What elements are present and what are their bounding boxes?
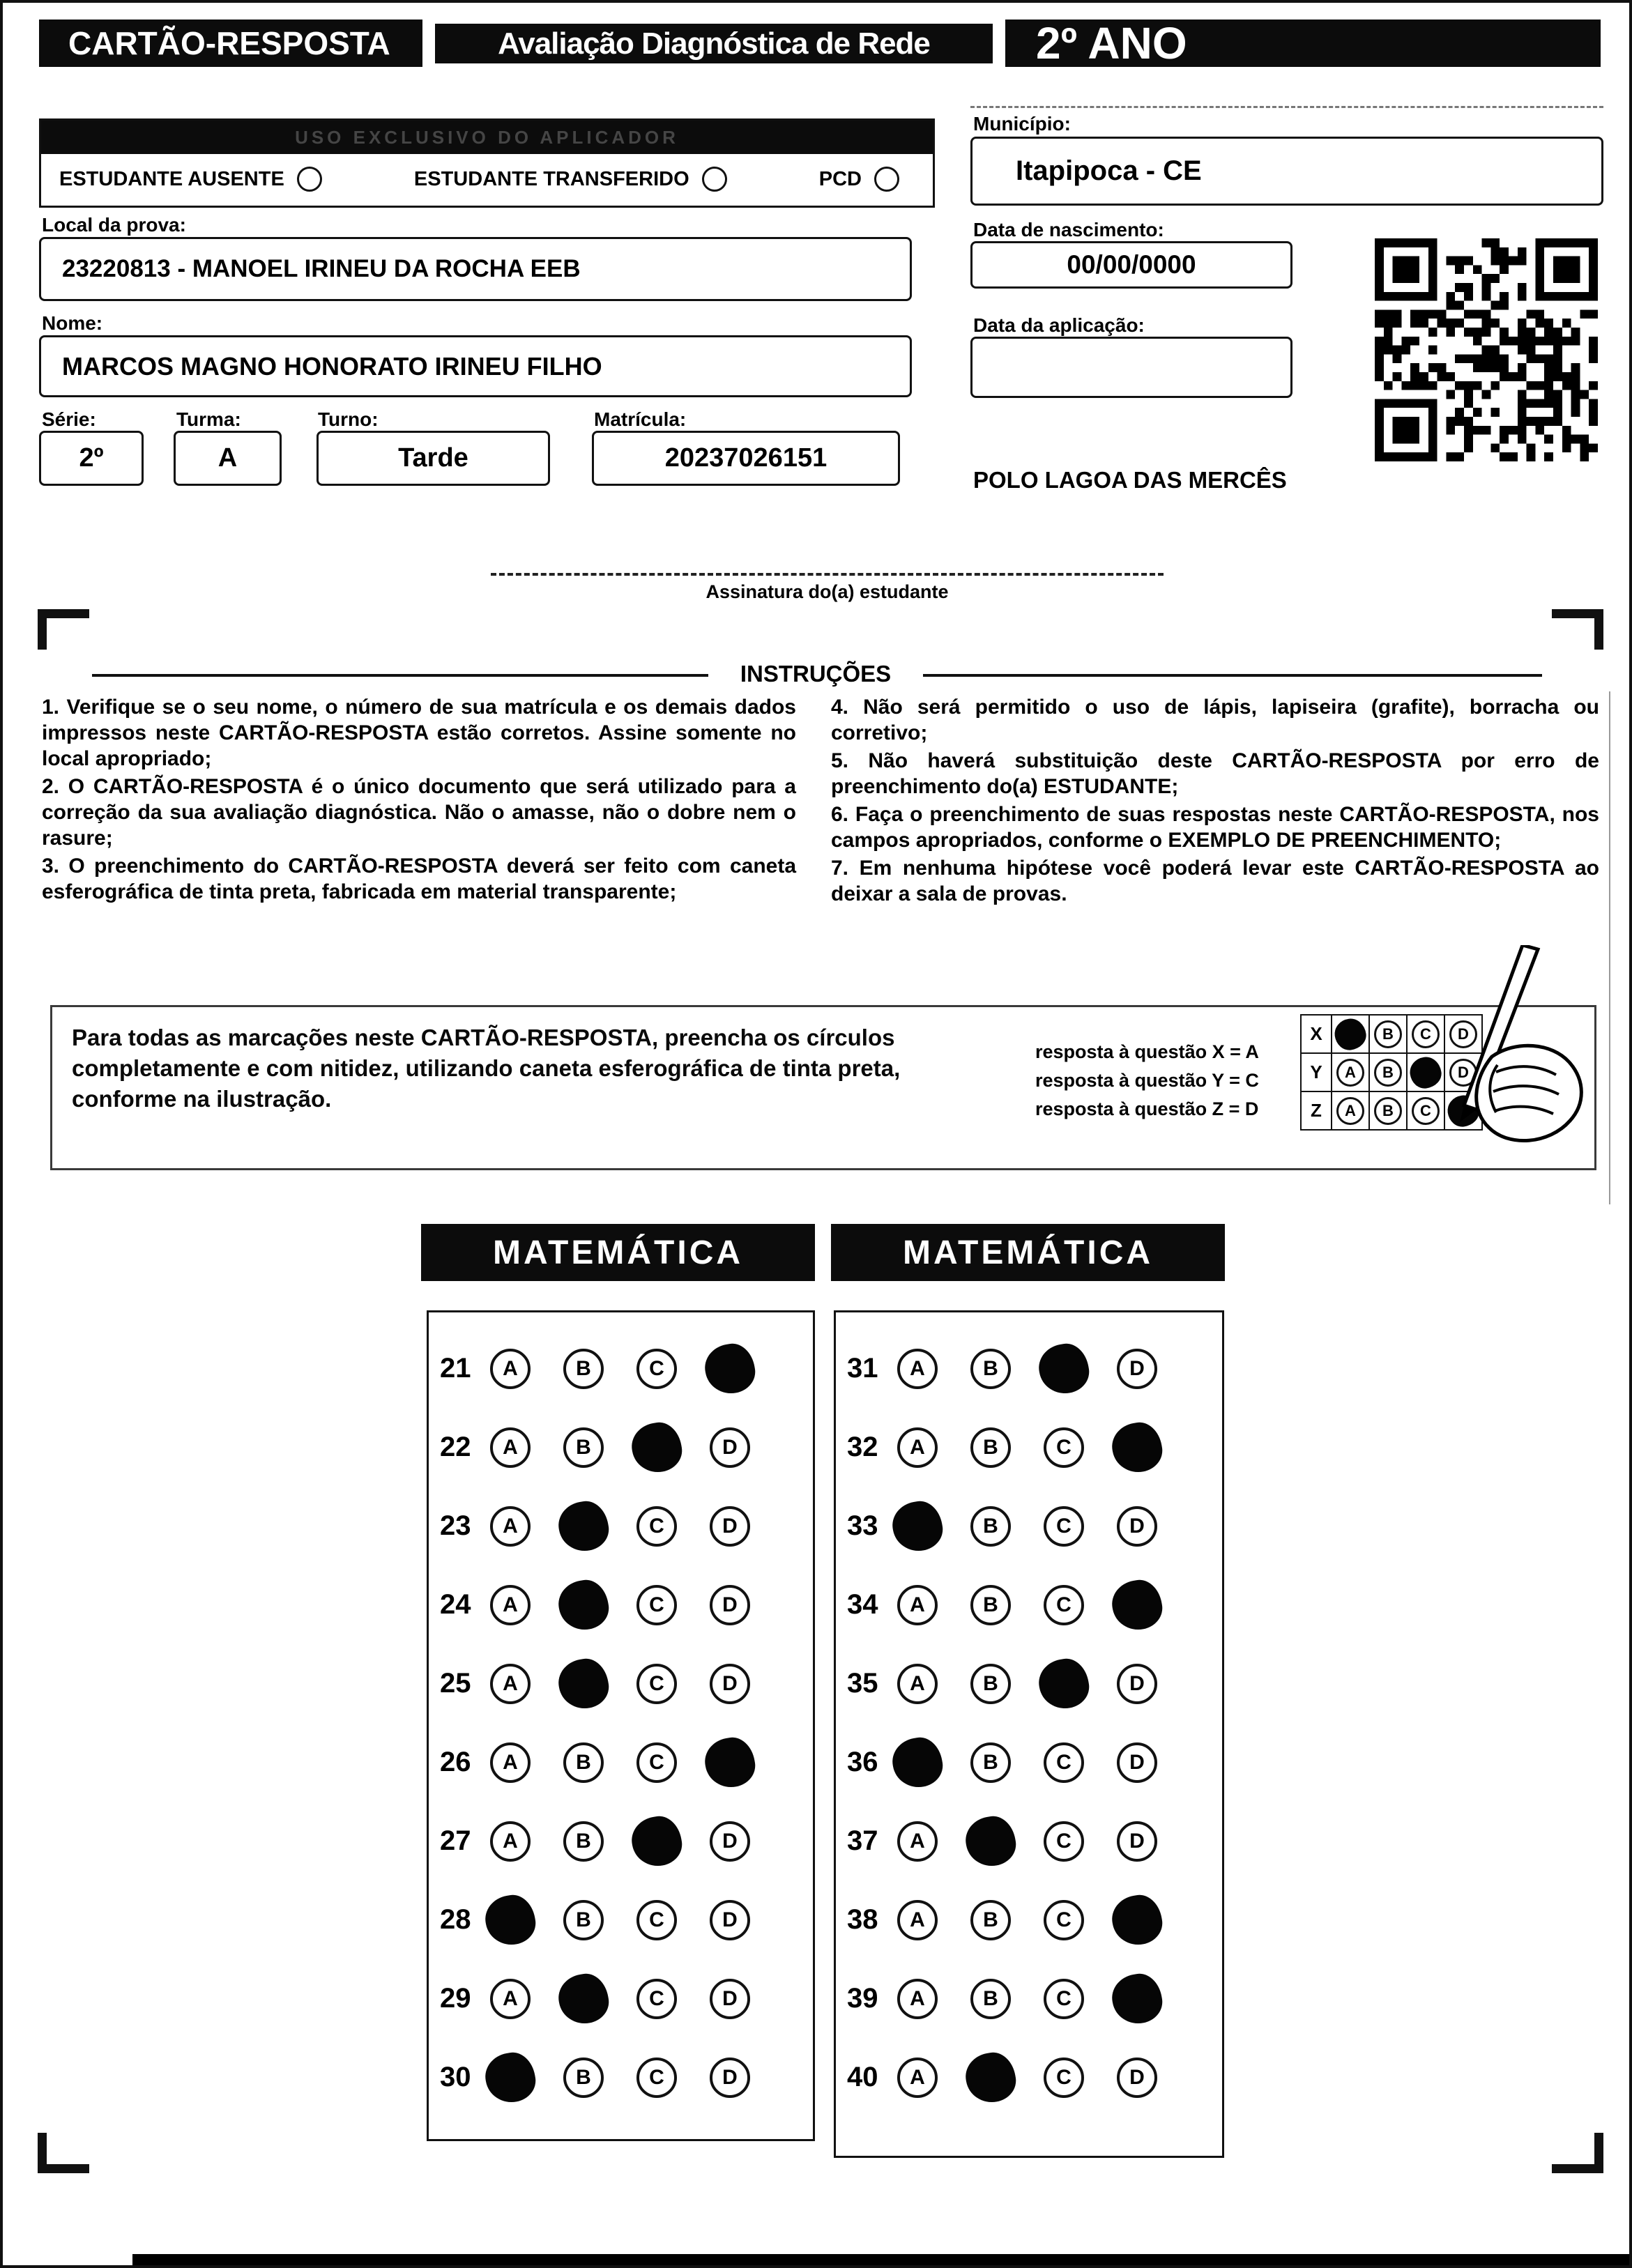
answer-bubble-a[interactable]: A [897,1979,938,2019]
answer-bubble-d[interactable]: D [710,1427,750,1468]
marking-example-text: Para todas as marcações neste CARTÃO-RESPOSTA, preencha os círculos completamente e com nitidez, utilizando caneta esferográfica de tinta preta, conforme na ilustração. [72,1025,901,1112]
perforation-dash-line [970,106,1603,108]
question-number: 36 [847,1747,878,1777]
question-row [836,1959,1222,2038]
example-cell [1331,1091,1370,1131]
corner-mark-top-left [38,609,89,650]
local-label: Local da prova: [42,214,186,236]
question-number: 30 [440,2062,471,2092]
question-number: 33 [847,1510,878,1541]
answer-bubble-b[interactable]: B [563,1742,604,1783]
answer-bubble-c[interactable]: C [636,1664,677,1704]
answer-bubble-c[interactable]: C [636,1979,677,2019]
checkbox-circle[interactable] [702,167,727,192]
answer-bubble-d[interactable]: D [710,2058,750,2098]
answer-bubble-b[interactable] [962,1813,1019,1870]
answer-bubble-b[interactable]: B [970,1900,1011,1940]
question-row [836,1723,1222,1802]
instruction-item: 3. O preenchimento do CARTÃO-RESPOSTA deverá ser feito com caneta esferográfica de tinta preta, fabricada em material transparente; [42,855,796,903]
aplicacao-label: Data da aplicação: [973,314,1145,336]
question-row [429,1959,813,2038]
serie-label: Série: [42,408,96,430]
example-cell [1368,1052,1408,1092]
legend-line: resposta à questão X = A [1035,1041,1259,1062]
answer-bubble-a[interactable]: A [490,1664,531,1704]
question-number: 21 [440,1353,471,1384]
checkbox-item [414,167,727,192]
example-row-label: Y [1300,1052,1332,1092]
question-row [836,1880,1222,1959]
answer-bubble-b[interactable]: B [970,1585,1011,1625]
example-bubble-d: D [1449,1059,1477,1087]
answer-bubble-a[interactable]: A [897,1585,938,1625]
admin-checkboxes [41,154,933,204]
answer-bubble-b[interactable]: B [970,1742,1011,1783]
matricula-value-box: 20237026151 [592,431,900,486]
answer-bubble-c[interactable] [1035,1655,1092,1713]
answer-bubble-a[interactable]: A [490,1742,531,1783]
answer-bubble-b[interactable]: B [970,1664,1011,1704]
example-bubble-b: B [1374,1020,1402,1048]
answer-bubble-c[interactable]: C [1044,1585,1084,1625]
instruction-item: 1. Verifique se o seu nome, o número de sua matrícula e os demais dados impressos neste CARTÃO-RESPOSTA estão corretos. Assine somente no local apropriado; [42,696,796,770]
example-cell [1331,1052,1370,1092]
answer-bubble-c[interactable]: C [636,2058,677,2098]
answer-bubble-d[interactable]: D [1117,1742,1157,1783]
answer-bubble-d[interactable]: D [1117,1349,1157,1389]
checkbox-label: PCD [818,167,862,190]
checkbox-item [819,167,899,192]
question-row [836,2038,1222,2117]
question-number: 27 [440,1825,471,1856]
example-cell [1368,1014,1408,1054]
nascimento-label: Data de nascimento: [973,219,1164,240]
answer-bubble-d[interactable]: D [710,1821,750,1862]
nome-label: Nome: [42,312,103,334]
fold-mark [1609,691,1610,1204]
marking-example-box [50,1005,1596,1170]
answer-bubble-a[interactable]: A [490,1821,531,1862]
answer-bubble-d[interactable]: D [1117,1664,1157,1704]
instructions-column-left [42,694,796,907]
serie-value-box: 2º [39,431,144,486]
question-row [836,1644,1222,1723]
answer-bubble-b[interactable]: B [563,1821,604,1862]
answer-bubble-b[interactable]: B [970,1506,1011,1547]
answer-bubble-c[interactable]: C [636,1742,677,1783]
question-row [429,1644,813,1723]
question-number: 31 [847,1353,878,1384]
answer-bubble-b[interactable] [555,1498,612,1555]
answer-bubble-d[interactable] [701,1340,758,1397]
question-row [429,1329,813,1408]
answer-bubble-b[interactable]: B [563,1900,604,1940]
answer-bubble-c[interactable]: C [636,1900,677,1940]
question-number: 34 [847,1589,878,1620]
legend-line: resposta à questão Z = D [1035,1098,1259,1119]
question-number: 40 [847,2062,878,2092]
answer-block-1 [427,1310,815,2141]
answer-bubble-c[interactable] [628,1419,685,1476]
example-bubble-c: C [1412,1097,1440,1125]
answer-bubble-a[interactable]: A [490,1427,531,1468]
answer-bubble-d[interactable]: D [710,1585,750,1625]
question-row [836,1329,1222,1408]
matricula-label: Matrícula: [594,408,687,430]
corner-mark-bottom-right [1552,2133,1603,2173]
answer-bubble-b[interactable]: B [970,1427,1011,1468]
question-row [429,1880,813,1959]
answer-bubble-a[interactable]: A [490,1506,531,1547]
corner-mark-bottom-left [38,2133,89,2173]
example-bubble-a: A [1336,1097,1364,1125]
applicator-bar-label: USO EXCLUSIVO DO APLICADOR [41,121,933,154]
aplicacao-value-box [970,337,1292,398]
answer-bubble-a[interactable]: A [897,2058,938,2098]
answer-bubble-d[interactable] [701,1734,758,1791]
answer-bubble-a[interactable]: A [897,1664,938,1704]
example-cell [1368,1091,1408,1131]
instructions-title: INSTRUÇÕES [740,661,892,687]
form-title: CARTÃO-RESPOSTA [39,20,422,67]
answer-bubble-a[interactable]: A [897,1427,938,1468]
qr-code [1375,238,1598,461]
answer-bubble-b[interactable]: B [970,1349,1011,1389]
instructions-rule-right [923,674,1542,677]
answer-bubble-b[interactable] [962,2049,1019,2106]
corner-mark-top-right [1552,609,1603,650]
local-value-box: 23220813 - MANOEL IRINEU DA ROCHA EEB [39,237,912,301]
answer-bubble-c[interactable]: C [636,1506,677,1547]
instruction-item: 5. Não haverá substituição deste CARTÃO-RESPOSTA por erro de preenchimento do(a) ESTUDANTE; [831,749,1599,798]
question-row [836,1802,1222,1880]
question-number: 23 [440,1510,471,1541]
answer-bubble-c[interactable]: C [1044,1900,1084,1940]
answer-bubble-c[interactable]: C [1044,1742,1084,1783]
turma-value-box: A [174,431,282,486]
question-row [429,1408,813,1487]
instructions-rule-left [92,674,708,677]
answer-bubble-b[interactable] [555,1970,612,2028]
answer-bubble-b[interactable] [555,1655,612,1713]
answer-bubble-c[interactable]: C [636,1349,677,1389]
question-number: 37 [847,1825,878,1856]
answer-bubble-d[interactable]: D [710,1979,750,2019]
instruction-item: 6. Faça o preenchimento de suas respostas neste CARTÃO-RESPOSTA, nos campos apropriados, conforme o EXEMPLO DE PREENCHIMENTO; [831,803,1599,852]
instruction-item: 4. Não será permitido o uso de lápis, lapiseira (grafite), borracha ou corretivo; [831,696,1599,744]
question-row [429,1802,813,1880]
checkbox-item [59,167,322,192]
example-bubble-c: C [1412,1020,1440,1048]
signature-label: Assinatura do(a) estudante [706,581,949,602]
applicator-box [39,118,935,208]
example-bubble-b: B [1374,1059,1402,1087]
answer-bubble-a[interactable]: A [490,1979,531,2019]
checkbox-label: ESTUDANTE TRANSFERIDO [413,167,689,190]
answer-bubble-a[interactable]: A [897,1349,938,1389]
answer-bubble-d[interactable]: D [710,1664,750,1704]
example-bubble-a: A [1336,1059,1364,1087]
answer-bubble-c[interactable]: C [1044,1979,1084,2019]
question-number: 38 [847,1904,878,1935]
example-cell [1331,1014,1370,1054]
answer-bubble-c[interactable] [1035,1340,1092,1397]
question-number: 25 [440,1668,471,1699]
nascimento-value-box: 00/00/0000 [970,241,1292,289]
question-row [836,1565,1222,1644]
example-row-label: Z [1300,1091,1332,1131]
instruction-item: 2. O CARTÃO-RESPOSTA é o único documento que será utilizado para a correção da sua avaliação diagnóstica. Não o amasse, não o dobre nem o rasure; [42,775,796,850]
checkbox-circle[interactable] [874,167,899,192]
question-number: 39 [847,1983,878,2014]
answer-bubble-b[interactable]: B [563,2058,604,2098]
answer-bubble-a[interactable]: A [490,1349,531,1389]
turno-label: Turno: [318,408,379,430]
nome-value-box: MARCOS MAGNO HONORATO IRINEU FILHO [39,335,912,397]
answer-bubble-b[interactable]: B [563,1349,604,1389]
answer-bubble-d[interactable]: D [1117,1506,1157,1547]
form-subtitle: Avaliação Diagnóstica de Rede [435,24,993,63]
municipio-value-box: Itapipoca - CE [970,137,1603,206]
question-number: 22 [440,1432,471,1462]
polo-text: POLO LAGOA DAS MERCÊS [973,467,1287,493]
subject-header-2: MATEMÁTICA [831,1224,1225,1281]
grade-badge: 2º ANO [1005,20,1601,67]
answer-bubble-c[interactable]: C [1044,1427,1084,1468]
answer-bubble-a[interactable] [482,1892,539,1949]
answer-bubble-c[interactable]: C [1044,1821,1084,1862]
answer-bubble-a[interactable]: A [897,1821,938,1862]
question-number: 26 [440,1747,471,1777]
question-row [836,1408,1222,1487]
checkbox-circle[interactable] [297,167,322,192]
answer-bubble-d[interactable]: D [710,1506,750,1547]
answer-bubble-b[interactable]: B [563,1427,604,1468]
answer-bubble-a[interactable] [482,2049,539,2106]
example-bubble-d: D [1449,1020,1477,1048]
bottom-registration-bar [132,2254,1629,2265]
answer-bubble-b[interactable]: B [970,1979,1011,2019]
answer-bubble-a[interactable] [889,1734,946,1791]
answer-bubble-b[interactable] [555,1577,612,1634]
answer-bubble-d[interactable] [1108,1892,1166,1949]
question-number: 35 [847,1668,878,1699]
turno-value-box: Tarde [317,431,550,486]
example-bubble-a [1333,1016,1368,1052]
answer-bubble-c[interactable]: C [636,1585,677,1625]
legend-line: resposta à questão Y = C [1035,1070,1259,1091]
signature-line[interactable] [491,573,1164,576]
question-number: 29 [440,1983,471,2014]
answer-bubble-d[interactable]: D [1117,1821,1157,1862]
question-row [429,1565,813,1644]
question-number: 24 [440,1589,471,1620]
answer-bubble-d[interactable] [1108,1419,1166,1476]
instruction-item: 7. Em nenhuma hipótese você poderá levar este CARTÃO-RESPOSTA ao deixar a sala de provas. [831,857,1599,905]
instructions-column-right [831,694,1599,909]
answer-bubble-c[interactable]: C [1044,2058,1084,2098]
answer-bubble-c[interactable]: C [1044,1506,1084,1547]
subject-header-1: MATEMÁTICA [421,1224,815,1281]
turma-label: Turma: [176,408,241,430]
answer-bubble-a[interactable]: A [897,1900,938,1940]
answer-bubble-d[interactable] [1108,1577,1166,1634]
question-row [429,1487,813,1565]
answer-bubble-d[interactable]: D [710,1900,750,1940]
answer-block-2 [834,1310,1224,2158]
answer-bubble-c[interactable] [628,1813,685,1870]
example-row-label: X [1300,1014,1332,1054]
question-row [429,2038,813,2117]
municipio-label: Município: [973,113,1071,135]
answer-bubble-a[interactable] [889,1498,946,1555]
hand-pen-illustration [1425,945,1592,1175]
checkbox-label: ESTUDANTE AUSENTE [59,167,284,190]
answer-bubble-d[interactable] [1108,1970,1166,2028]
example-legend [1035,1038,1259,1124]
question-number: 28 [440,1904,471,1935]
question-row [836,1487,1222,1565]
answer-bubble-a[interactable]: A [490,1585,531,1625]
question-number: 32 [847,1432,878,1462]
question-row [429,1723,813,1802]
answer-bubble-d[interactable]: D [1117,2058,1157,2098]
example-bubble-b: B [1374,1097,1402,1125]
